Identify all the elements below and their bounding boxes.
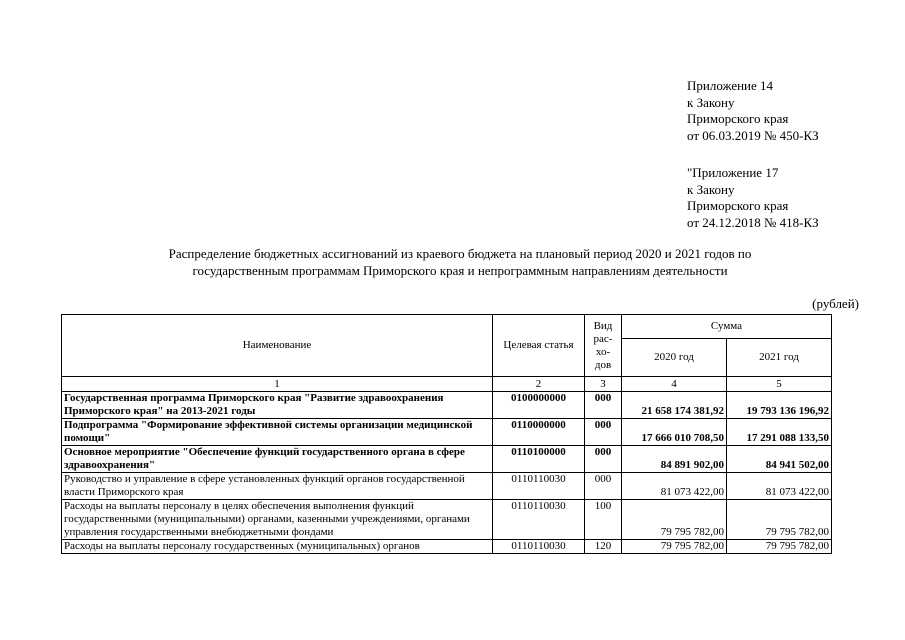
row-expense-type: 100 [585, 500, 622, 540]
column-number: 3 [585, 377, 622, 392]
table-row [62, 419, 832, 446]
header-expense-type-line: рас- [593, 332, 613, 345]
row-code: 0100000000 [493, 392, 585, 419]
title-line-1: Распределение бюджетных ассигнований из краевого бюджета на плановый период 2020 и 2021 годов по [168, 246, 752, 261]
header-expense-type-line: Вид [593, 319, 613, 332]
title-line-2: государственным программам Приморского края и непрограммным направлениям деятельности [192, 263, 728, 278]
document-title [60, 245, 860, 279]
appendix-line: Приморского края [687, 198, 789, 213]
row-sum-2020: 79 795 782,00 [622, 500, 727, 540]
row-code: 0110110030 [493, 500, 585, 540]
row-name: Подпрограмма "Формирование эффективной системы организации медицинской помощи" [62, 419, 493, 446]
header-name: Наименование [62, 315, 493, 377]
row-expense-type: 120 [585, 540, 622, 554]
appendix-line: Приложение 14 [687, 78, 774, 93]
row-name: Расходы на выплаты персоналу государственных (муниципальных) органов [62, 540, 493, 554]
header-year-2021: 2021 год [727, 339, 832, 377]
row-sum-2021: 17 291 088 133,50 [727, 419, 832, 446]
header-expense-type-line: хо- [595, 345, 611, 358]
appendix-line: "Приложение 17 [687, 165, 779, 180]
budget-table [61, 314, 832, 554]
row-expense-type: 000 [585, 392, 622, 419]
appendix-line: к Закону [687, 181, 735, 197]
row-code: 0110000000 [493, 419, 585, 446]
column-number: 1 [62, 377, 493, 392]
row-sum-2020: 84 891 902,00 [622, 446, 727, 473]
header-sum: Сумма [622, 315, 832, 339]
appendix-line: к Закону [687, 94, 735, 110]
table-row [62, 473, 832, 500]
column-number: 5 [727, 377, 832, 392]
row-sum-2020: 17 666 010 708,50 [622, 419, 727, 446]
row-sum-2021: 84 941 502,00 [727, 446, 832, 473]
row-name: Основное мероприятие "Обеспечение функций государственного органа в сфере здравоохранения" [62, 446, 493, 473]
column-number: 4 [622, 377, 727, 392]
column-number: 2 [493, 377, 585, 392]
row-code: 0110100000 [493, 446, 585, 473]
appendix-prior-reference [687, 165, 819, 231]
row-expense-type: 000 [585, 419, 622, 446]
table-row [62, 540, 832, 554]
header-year-2020: 2020 год [622, 339, 727, 377]
row-sum-2020: 81 073 422,00 [622, 473, 727, 500]
row-name: Государственная программа Приморского края "Развитие здравоохранения Приморского края" на 2013-2021 годы [62, 392, 493, 419]
header-expense-type-line: дов [594, 358, 612, 371]
header-expense-type [585, 315, 622, 377]
row-sum-2021: 19 793 136 196,92 [727, 392, 832, 419]
row-name: Руководство и управление в сфере установленных функций органов государственной власти Приморского края [62, 473, 493, 500]
row-expense-type: 000 [585, 446, 622, 473]
row-code: 0110110030 [493, 473, 585, 500]
row-sum-2021: 79 795 782,00 [727, 500, 832, 540]
row-sum-2021: 79 795 782,00 [727, 540, 832, 554]
header-code: Целевая статья [493, 315, 585, 377]
table-row [62, 500, 832, 540]
appendix-line: Приморского края [687, 111, 789, 126]
row-code: 0110110030 [493, 540, 585, 554]
row-sum-2020: 21 658 174 381,92 [622, 392, 727, 419]
units-label: (рублей) [812, 296, 859, 311]
row-name: Расходы на выплаты персоналу в целях обеспечения выполнения функций государственными (муниципальными) органами, казенными учреждениями, органами управления государственными внебюджетными фондами [62, 500, 493, 540]
appendix-current-reference [687, 78, 819, 144]
table-row [62, 446, 832, 473]
appendix-line: от 06.03.2019 № 450-КЗ [687, 127, 819, 143]
table-row [62, 392, 832, 419]
row-sum-2020: 79 795 782,00 [622, 540, 727, 554]
row-sum-2021: 81 073 422,00 [727, 473, 832, 500]
row-expense-type: 000 [585, 473, 622, 500]
appendix-line: от 24.12.2018 № 418-КЗ [687, 214, 819, 230]
